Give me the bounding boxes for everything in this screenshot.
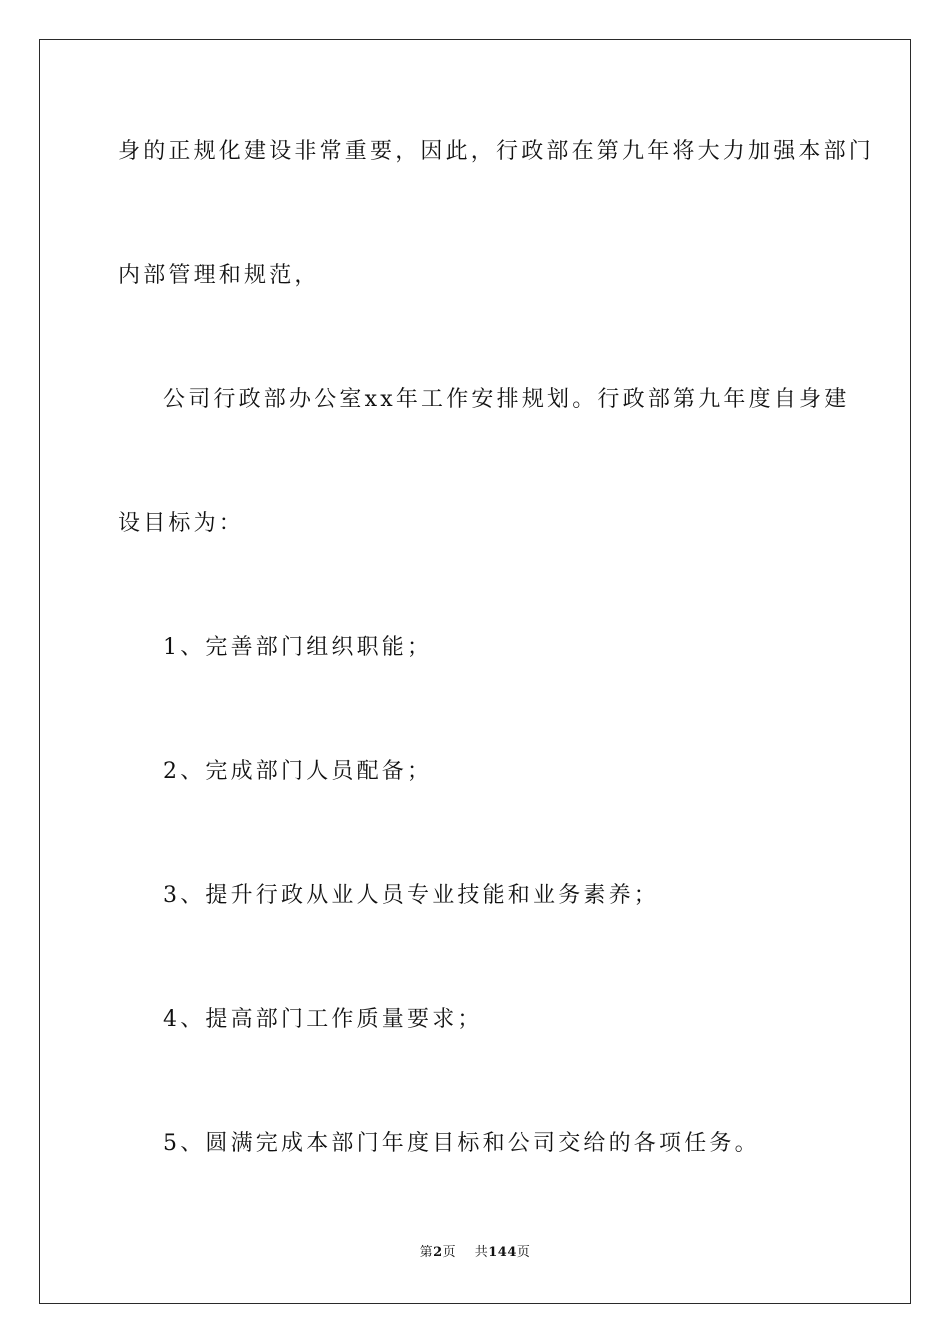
list-item-2: 2、完成部门人员配备；: [163, 759, 433, 784]
total-suffix: 页: [516, 1245, 531, 1260]
list-item-5: 5、圆满完成本部门年度目标和公司交给的各项任务。: [163, 1131, 760, 1156]
list-item-4: 4、提高部门工作质量要求；: [163, 1007, 483, 1032]
page-suffix: 页: [442, 1245, 457, 1260]
paragraph-line-2: 内部管理和规范，: [118, 263, 320, 288]
paragraph-line-3: 公司行政部办公室xx年工作安排规划。行政部第九年度自身建: [163, 387, 850, 412]
paragraph-line-4: 设目标为：: [118, 511, 245, 536]
page-frame: [39, 39, 911, 1304]
total-prefix: 共: [474, 1245, 489, 1260]
page-number: 2: [433, 1245, 443, 1260]
list-item-3: 3、提升行政从业人员专业技能和业务素养；: [163, 883, 659, 908]
paragraph-line-1: 身的正规化建设非常重要，因此，行政部在第九年将大力加强本部门: [118, 139, 875, 164]
list-item-1: 1、完善部门组织职能；: [163, 635, 433, 660]
total-pages: 144: [488, 1245, 517, 1260]
page-prefix: 第: [419, 1245, 434, 1260]
page-footer: [0, 1244, 950, 1262]
